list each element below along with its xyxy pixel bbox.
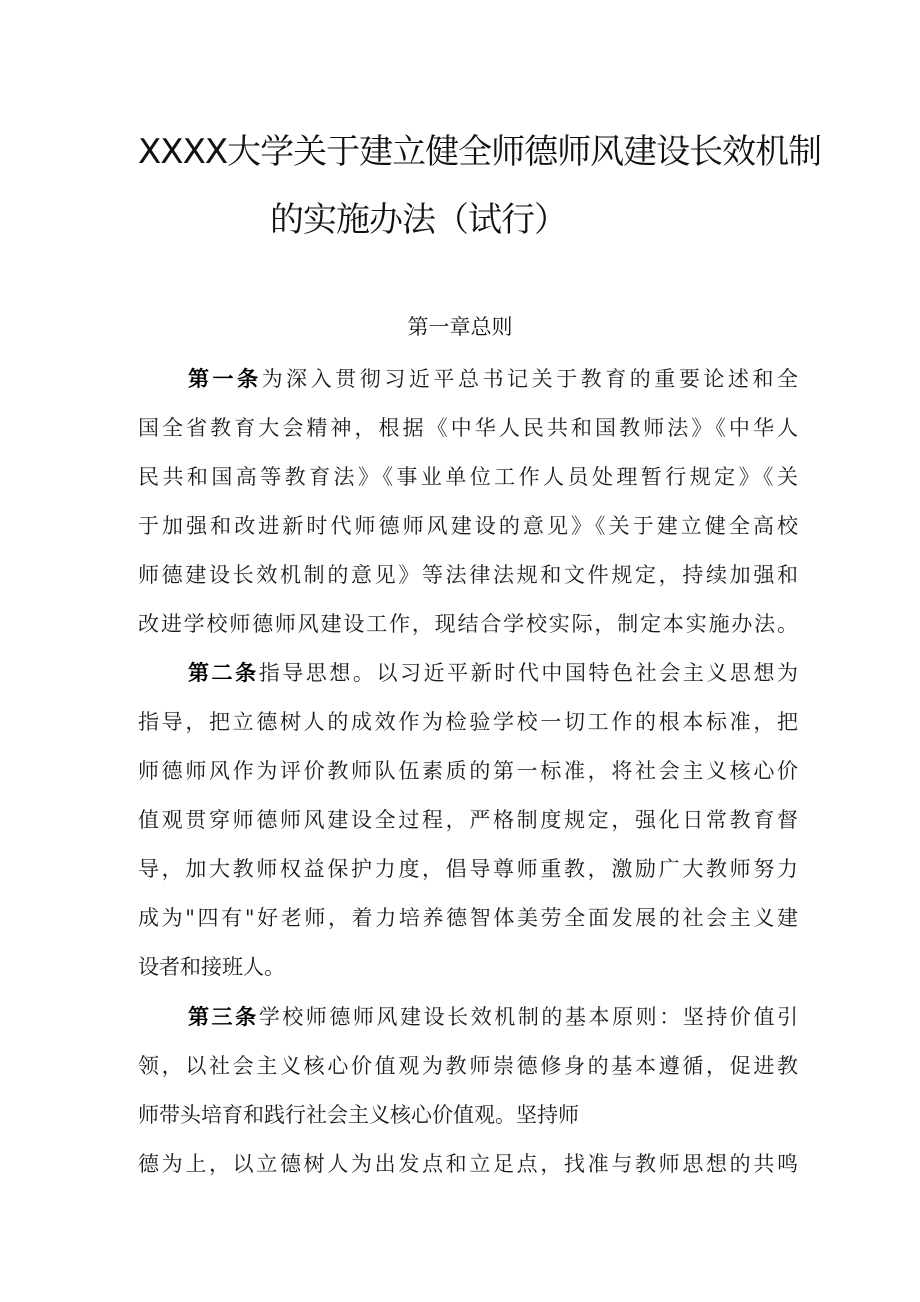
article-1-line-3: 民共和国高等教育法》《事业单位工作人员处理暂行规定》《关 <box>138 465 798 489</box>
article-2-text: 指导思想。以习近平新时代中国特色社会主义思想为 <box>258 661 799 685</box>
document-title-line-1: XXXX大学关于建立健全师德师风建设长效机制 <box>138 132 822 172</box>
article-1-line-2: 国全省教育大会精神，根据《中华人民共和国教师法》《中华人 <box>138 416 798 440</box>
article-2-line-6: 成为"四有"好老师，着力培养德智体美劳全面发展的社会主义建 <box>138 906 798 930</box>
article-3-label: 第三条 <box>188 1005 259 1029</box>
article-2-line-7: 设者和接班人。 <box>138 955 285 979</box>
article-2-label: 第二条 <box>188 661 259 685</box>
article-3-line-3: 师带头培育和践行社会主义核心价值观。坚持师 <box>138 1103 579 1127</box>
article-2-line-5: 导，加大教师权益保护力度，倡导尊师重教，激励广大教师努力 <box>138 857 798 881</box>
article-3-line-1 <box>188 1002 798 1032</box>
article-1-text: 为深入贯彻习近平总书记关于教育的重要论述和全 <box>261 367 798 391</box>
article-1-line-5: 师德建设长效机制的意见》等法律法规和文件规定，持续加强和 <box>138 563 798 587</box>
article-1-line-4: 于加强和改进新时代师德师风建设的意见》《关于建立健全高校 <box>138 514 798 538</box>
article-2-line-3: 师德师风作为评价教师队伍素质的第一标准，将社会主义核心价 <box>138 759 798 783</box>
article-1-line-1 <box>188 364 798 394</box>
article-1-label: 第一条 <box>188 367 262 391</box>
article-3-line-4: 德为上，以立德树人为出发点和立足点，找准与教师思想的共鸣 <box>138 1152 798 1176</box>
article-1-line-6: 改进学校师德师风建设工作，现结合学校实际，制定本实施办法。 <box>138 612 798 636</box>
article-2-line-2: 指导，把立德树人的成效作为检验学校一切工作的根本标准，把 <box>138 710 798 734</box>
article-3-text: 学校师德师风建设长效机制的基本原则：坚持价值引 <box>258 1005 799 1029</box>
article-2-line-4: 值观贯穿师德师风建设全过程，严格制度规定，强化日常教育督 <box>138 808 798 832</box>
article-2-line-1 <box>188 658 798 688</box>
chapter-heading: 第一章总则 <box>407 315 513 339</box>
document-title-line-2: 的实施办法（试行） <box>270 200 567 240</box>
article-3-line-2: 领，以社会主义核心价值观为教师崇德修身的基本遵循，促进教 <box>138 1054 798 1078</box>
